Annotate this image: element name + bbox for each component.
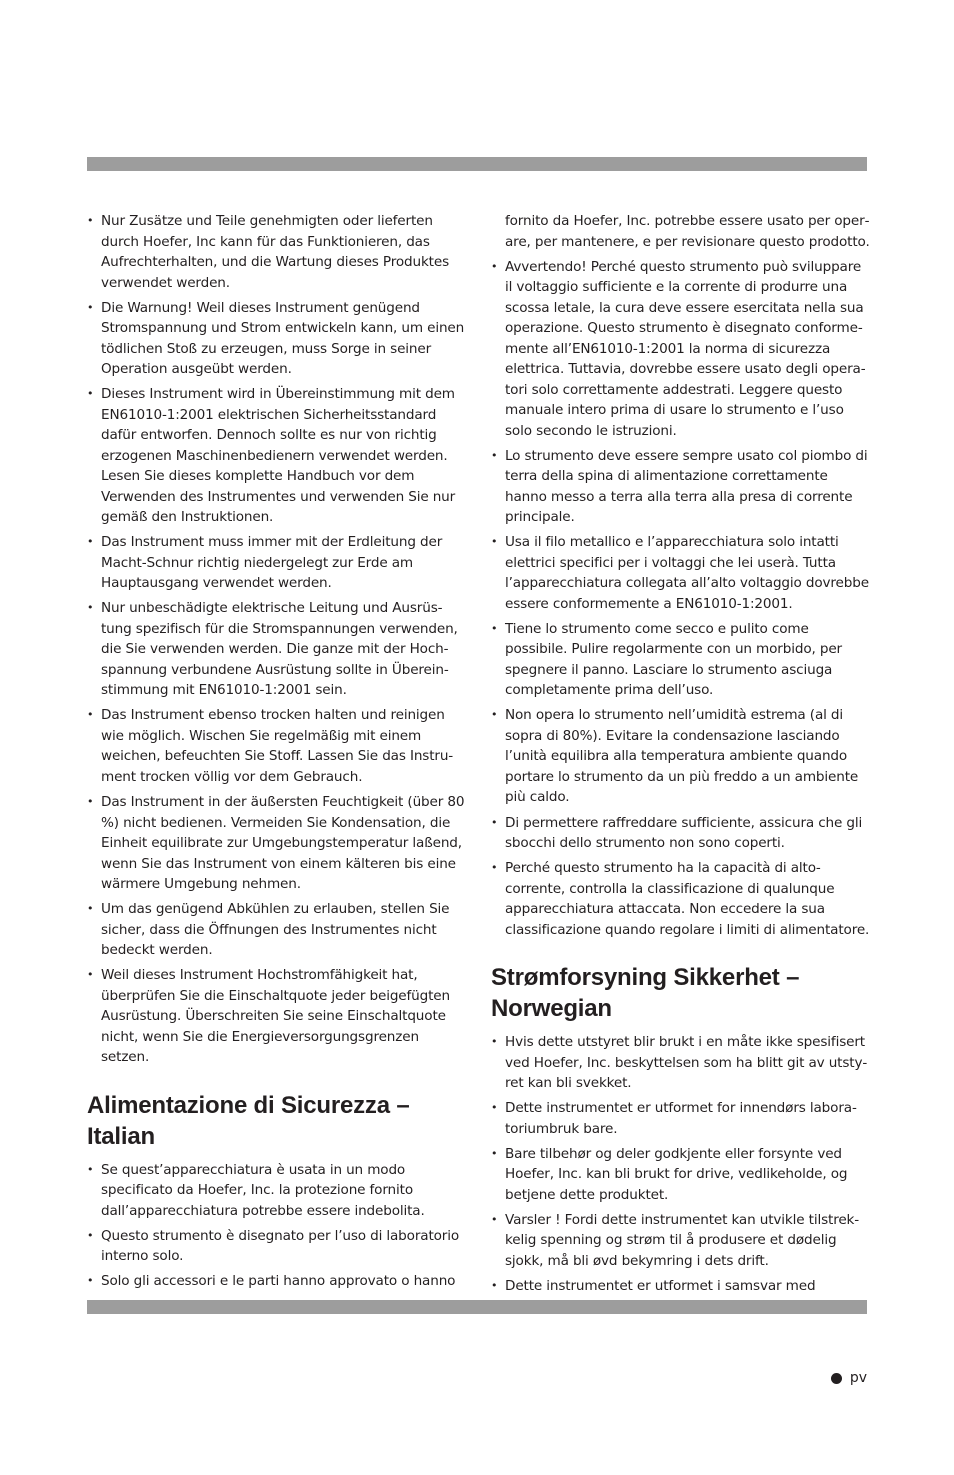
list-item: • Die Warnung! Weil dieses Instrument genügend Stromspannung und Strom entwickeln kann, um einen tödlichen Stoß zu erzeugen, muss Sorge in seiner Operation ausgeübt werden. — [87, 298, 467, 380]
list-item: • Non opera lo strumento nell’umidità estrema (al di sopra di 80%). Evitare la condensazione lasciando l’unità equilibra alla temperatura ambiente quando portare lo strumento da un più freddo a un ambiente più caldo. — [491, 705, 871, 808]
list-item: • Questo strumento è disegnato per l’uso di laboratorio interno solo. — [87, 1226, 467, 1267]
italian-safety-list-continued — [491, 257, 871, 941]
list-item: • Lo strumento deve essere sempre usato col piombo di terra della spina di alimentazione correttamente hanno messo a terra alla terra alla presa di corrente principale. — [491, 446, 871, 528]
list-item: • Nur Zusätze und Teile genehmigten oder lieferten durch Hoefer, Inc kann für das Funktionieren, das Aufrechterhalten, und die Wartung dieses Produktes verwendet werden. — [87, 211, 467, 293]
bullet-dot-icon — [831, 1373, 842, 1384]
left-column — [87, 211, 467, 1297]
list-item: • Bare tilbehør og deler godkjente eller forsynte ved Hoefer, Inc. kan bli brukt for drive, vedlikeholde, og betjene dette produktet. — [491, 1144, 871, 1206]
list-item: • Nur unbeschädigte elektrische Leitung und Ausrüstung spezifisch für die Stromspannungen verwenden, die Sie verwenden werden. Die ganze mit der Hochspannung verbundene Ausrüstung sollte in Übereinstimmung mit EN61010-1:2001 sein. — [87, 598, 467, 701]
list-item: • Se quest’apparecchiatura è usata in un modo specificato da Hoefer, Inc. la protezione fornito dall’apparecchiatura potrebbe essere indebolita. — [87, 1160, 467, 1222]
italian-safety-list — [87, 1160, 467, 1292]
list-item: • Um das genügend Abkühlen zu erlauben, stellen Sie sicher, dass die Öffnungen des Instrumentes nicht bedeckt werden. — [87, 899, 467, 961]
list-item: • Avvertendo! Perché questo strumento può sviluppare il voltaggio sufficiente e la corrente di produrre una scossa letale, la cura deve essere esercitata nella sua operazione. Questo strumento è disegnato conformemente all’EN61010-1:2001 la norma di sicurezza elettrica. Tuttavia, dovrebbe essere usato degli operatori solo correttamente addestrati. Leggere questo manuale intero prima di usare lo strumento e l’uso solo secondo le istruzioni. — [491, 257, 871, 442]
italian-section-heading: Alimentazione di Sicurezza – Italian — [87, 1091, 410, 1150]
list-item: • Di permettere raffreddare sufficiente, assicura che gli sbocchi dello strumento non sono coperti. — [491, 813, 871, 854]
page-footer — [831, 1370, 867, 1386]
list-item: • Dieses Instrument wird in Übereinstimmung mit dem EN61010-1:2001 elektrischen Sicherheitsstandard dafür entworfen. Dennoch sollte es nur von richtig erzogenen Maschinenbedienern verwendet werden. Lesen Sie dieses komplette Handbuch vor dem Verwenden des Instrumentes und verwenden Sie nur gemäß den Instruktionen. — [87, 384, 467, 528]
norwegian-safety-list — [491, 1032, 871, 1296]
right-column — [491, 211, 871, 1301]
list-item: • Solo gli accessori e le parti hanno approvato o hanno — [87, 1271, 467, 1292]
list-item: • Dette instrumentet er utformet for innendørs laboratoriumbruk bare. — [491, 1098, 871, 1139]
list-item: • Das Instrument ebenso trocken halten und reinigen wie möglich. Wischen Sie regelmäßig mit einem weichen, befeuchten Sie Stoff. Lassen Sie das Instrument trocken völlig vor dem Gebrauch. — [87, 705, 467, 787]
list-item: • Hvis dette utstyret blir brukt i en måte ikke spesifisert ved Hoefer, Inc. beskyttelsen som ha blitt git av utstyret kan bli svekket. — [491, 1032, 871, 1094]
header-rule — [87, 157, 867, 171]
norwegian-section-heading: Strømforsyning Sikkerhet – Norwegian — [491, 964, 800, 1023]
page-number: pv — [849, 1370, 867, 1386]
list-item: • Perché questo strumento ha la capacità di altocorrente, controlla la classificazione di qualunque apparecchiatura attaccata. Non eccedere la sua classificazione quando regolare i limiti di alimentatore. — [491, 858, 871, 940]
list-item: • Dette instrumentet er utformet i samsvar med — [491, 1276, 871, 1297]
list-item: • Varsler ! Fordi dette instrumentet kan utvikle tilstrekkelig spenning og strøm til å produsere et dødelig sjokk, må bli øvd bekymring i dets drift. — [491, 1210, 871, 1272]
list-item: • Weil dieses Instrument Hochstromfähigkeit hat, überprüfen Sie die Einschaltquote jeder beigefügten Ausrüstung. Überschreiten Sie seine Einschaltquote nicht, wenn Sie die Energieversorgungsgrenzen setzen. — [87, 965, 467, 1068]
footer-rule — [87, 1300, 867, 1314]
list-item: • Usa il filo metallico e l’apparecchiatura solo intatti elettrici specifici per i voltaggi che lei userà. Tutta l’apparecchiatura collegata all’alto voltaggio dovrebbe essere conformemente a EN61010-1:2001. — [491, 532, 871, 614]
list-item: • Tiene lo strumento come secco e pulito come possibile. Pulire regolarmente con un morbido, per spegnere il panno. Lasciare lo strumento asciuga completamente prima dell’uso. — [491, 619, 871, 701]
german-safety-list — [87, 211, 467, 1068]
list-item-continuation: fornito da Hoefer, Inc. potrebbe essere usato per operare, per mantenere, e per revisionare questo prodotto. — [505, 213, 870, 250]
list-item: • Das Instrument in der äußersten Feuchtigkeit (über 80 %) nicht bedienen. Vermeiden Sie Kondensation, die Einheit equilibrate zur Umgebungstemperatur laßend, wenn Sie das Instrument von einem kälteren bis eine wärmere Umgebung nehmen. — [87, 792, 467, 895]
list-item: • Das Instrument muss immer mit der Erdleitung der Macht-Schnur richtig niedergelegt zur Erde am Hauptausgang verwendet werden. — [87, 532, 467, 594]
